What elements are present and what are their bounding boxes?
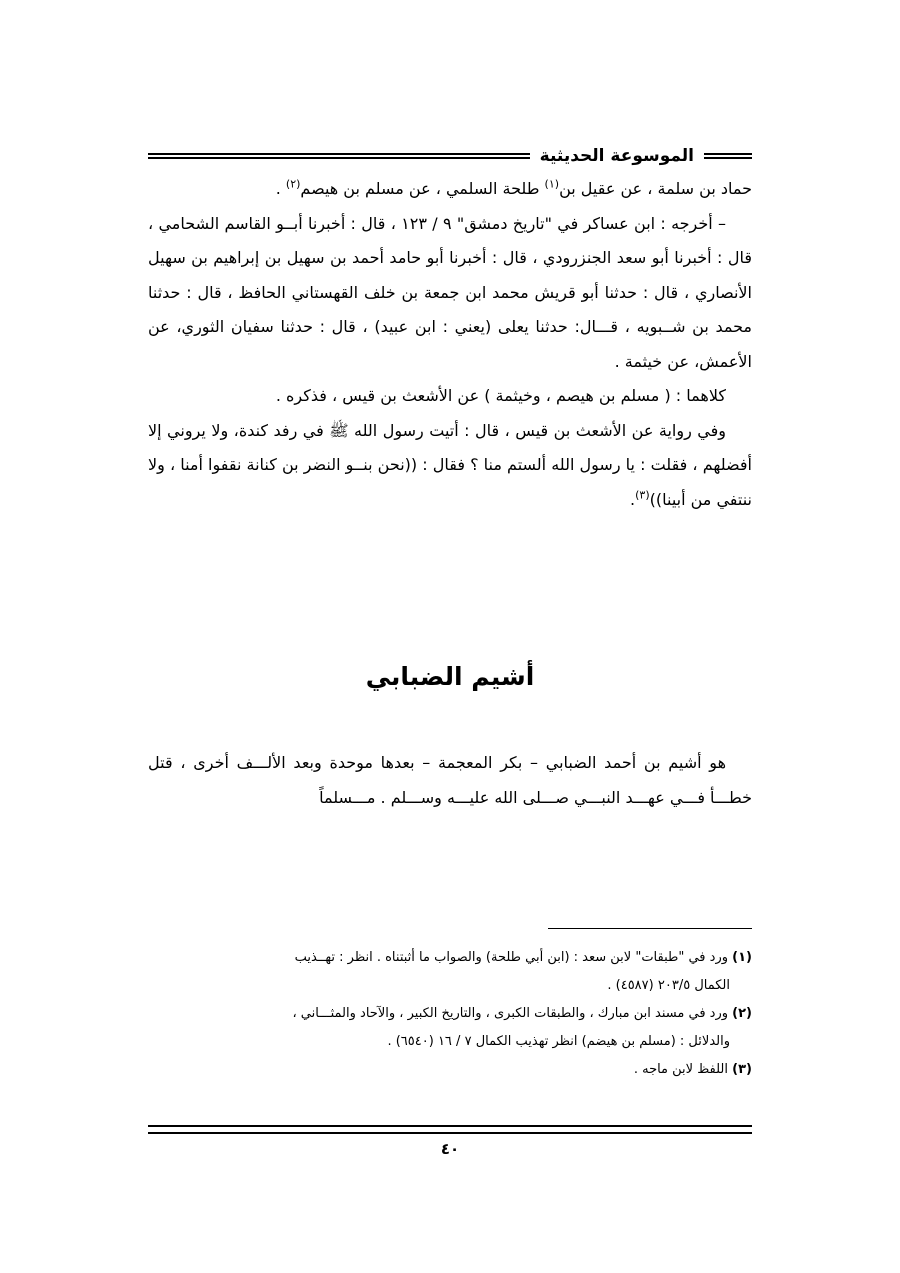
p1-text-a: حماد بن سلمة ، عن عقيل بن xyxy=(559,179,752,198)
footnote-ref-2: (٢) xyxy=(285,177,301,191)
section-paragraph: هو أشيم بن أحمد الضبابي – بكر المعجمة – بعدها موحدة وبعد الألـــف أخرى ، قتل خطـــأ فـــي عهـــد النبـــي صـــلى الله عليـــه وســـلم . مـــسلماً xyxy=(148,753,752,807)
paragraph-2: – أخرجه : ابن عساكر في "تاريخ دمشق" ٩ / ١٢٣ ، قال : أخبرنا أبــو القاسم الشحامي ، قال : أخبرنا أبو سعد الجنزرودي ، قال : أخبرنا أبو حامد أحمد بن سهيل بن إبراهيم بن سهيل الأنصاري ، قال : حدثنا أبو قريش محمد ابن جمعة بن خلف القهستاني الحافظ ، قال : حدثنا محمد بن شــبويه ، قـــال: حدثنا يعلى (يعني : ابن عبيد) ، قال : حدثنا سفيان الثوري، عن الأعمش، عن خيثمة . xyxy=(148,213,752,371)
footnote-2-cont: والدلائل : (مسلم بن هيضم) انظر تهذيب الكمال ٧ / ١٦ (٦٥٤٠) . xyxy=(387,1034,730,1049)
paragraph-3: كلاهما : ( مسلم بن هيصم ، وخيثمة ) عن الأشعث بن قيس ، فذكره . xyxy=(275,386,726,405)
footnote-number: (١) xyxy=(732,950,752,965)
footnote-divider xyxy=(548,928,752,929)
bottom-rule xyxy=(148,1125,752,1134)
p1-text-b: طلحة السلمي ، عن مسلم بن هيصم xyxy=(300,179,545,198)
footnote-3 xyxy=(148,1056,752,1084)
footnote-text: ورد في "طبقات" لابن سعد : (ابن أبي طلحة) والصواب ما أثبتناه . انظر : تهــذيب xyxy=(294,950,729,965)
header-title: الموسوعة الحديثية xyxy=(539,146,694,166)
running-header xyxy=(148,143,752,169)
footnote-number: (٣) xyxy=(732,1062,752,1077)
p4-text-b: . xyxy=(630,489,636,509)
header-rule-left xyxy=(148,153,530,159)
p4-text-a: وفي رواية عن الأشعث بن قيس ، قال : أتيت رسول الله ﷺ في رفد كندة، ولا يروني إلا أفضلهم ، فقلت : يا رسول الله ألستم منا ؟ فقال : ((نحن بنــو النضر بن كنانة نقفوا أمنا ، ولا ننتفي من أبينا)) xyxy=(148,420,752,509)
footnote-ref-3: (٣) xyxy=(635,488,650,502)
footnote-1-cont: الكمال ٢٠٣/٥ (٤٥٨٧) . xyxy=(607,978,730,993)
footnote-1 xyxy=(148,944,752,972)
main-text xyxy=(148,172,752,517)
section-body xyxy=(148,745,752,815)
footnote-text: اللفظ لابن ماجه . xyxy=(633,1062,729,1077)
header-rule-right xyxy=(704,153,752,159)
footnote-2 xyxy=(148,1000,752,1028)
section-title: أشيم الضبابي xyxy=(365,662,535,691)
footnotes xyxy=(148,944,752,1084)
page-number: ٤٠ xyxy=(440,1140,460,1158)
p1-text-c: . xyxy=(275,179,286,198)
footnote-ref-1: (١) xyxy=(544,177,560,191)
footnote-number: (٢) xyxy=(732,1006,752,1021)
paragraph-1 xyxy=(148,172,752,207)
paragraph-4 xyxy=(148,414,752,518)
footnote-text: ورد في مسند ابن مبارك ، والطبقات الكبرى ، والتاريخ الكبير ، والآحاد والمثـــاني ، xyxy=(292,1006,729,1021)
